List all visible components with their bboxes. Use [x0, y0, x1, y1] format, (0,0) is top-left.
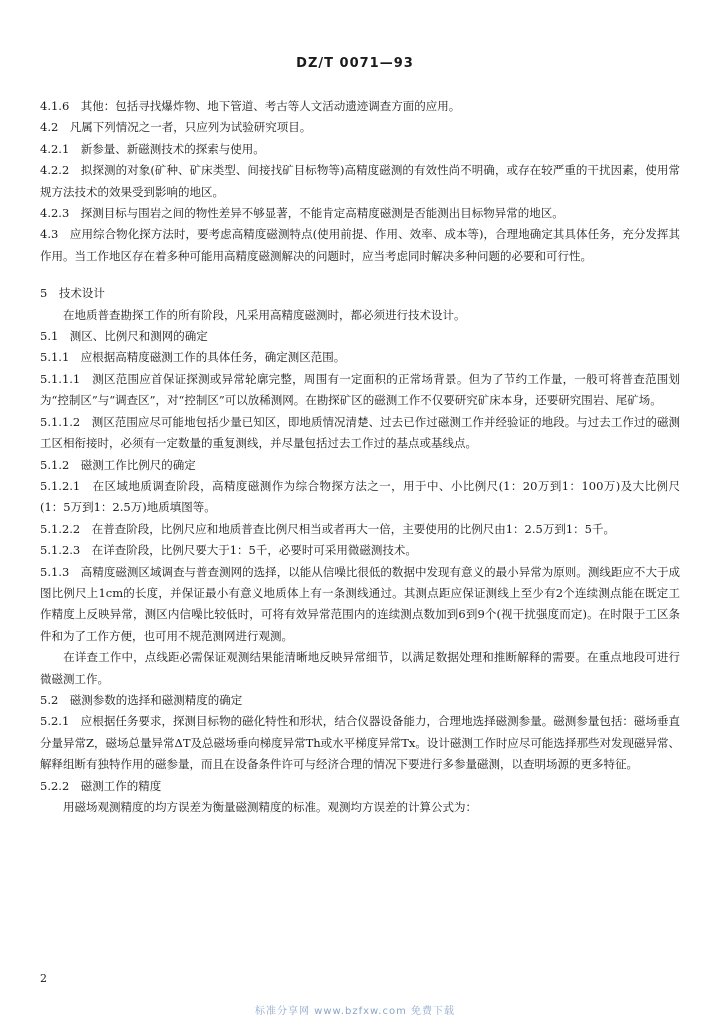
page-number: 2 — [40, 972, 47, 985]
paragraph: 在地质普查勘探工作的所有阶段，凡采用高精度磁测时，都必须进行技术设计。 — [40, 307, 466, 322]
paragraph: 4.2.3 探测目标与围岩之间的物性差异不够显著，不能肯定高精度磁测是否能测出目标物异常的地区。 — [40, 206, 564, 221]
paragraph: 5.1.2.2 在普查阶段，比例尺应和地质普查比例尺相当或者再大一倍，主要使用的比例尺由1：2.5万到1：5千。 — [40, 521, 615, 536]
paragraph: 5.2.1 应根据任务要求，探测目标物的磁化特性和形状，结合仪器设备能力，合理地选择磁测参量。磁测参量包括：磁场垂直分量异常Z，磁场总量异常ΔT及总磁场垂向梯度异常Th或水平梯度异常Tx。设计磁测工作时应尽可能选择那些对发现磁异常、解释组断有独特作用的磁参量，而且在设备条件许可与经济合理的情况下要进行多参量磁测，以查明场源的更多特征。 — [40, 714, 680, 772]
subsection-heading: 5.1 测区、比例尺和测网的确定 — [40, 329, 208, 344]
paragraph: 4.1.6 其他：包括寻找爆炸物、地下管道、考古等人文活动遗迹调查方面的应用。 — [40, 99, 461, 113]
subsection-heading: 5.1.2 磁测工作比例尺的确定 — [40, 457, 196, 472]
site-watermark: 标准分享网 www.bzfxw.com 免费下载 — [255, 1006, 455, 1017]
section-gap — [40, 267, 680, 283]
paragraph: 4.2.1 新参量、新磁测技术的探索与使用。 — [40, 141, 265, 156]
paragraph: 4.2.2 拟探测的对象(矿种、矿床类型、间接找矿目标物等)高精度磁测的有效性尚不明确，或存在较严重的干扰因素，使用常规方法技术的效果受到影响的地区。 — [40, 163, 680, 199]
section-heading: 5 技术设计 — [40, 286, 105, 301]
paragraph: 4.3 应用综合物化探方法时，要考虑高精度磁测特点(使用前提、作用、效率、成本等)，合理地确定其具体任务，充分发挥其作用。当工作地区存在着多种可能用高精度磁测解决的问题时，应当考虑同时解决多种问题的必要和可行性。 — [40, 227, 680, 263]
document-body — [40, 96, 680, 818]
paragraph: 5.1.2.3 在详查阶段，比例尺要大于1：5千，必要时可采用微磁测技术。 — [40, 543, 417, 558]
subsection-heading: 5.2 磁测参数的选择和磁测精度的确定 — [40, 692, 243, 707]
paragraph: 用磁场观测精度的均方误差为衡量磁测精度的标准。观测均方误差的计算公式为： — [40, 800, 477, 814]
paragraph: 5.1.2.1 在区域地质调查阶段，高精度磁测作为综合物探方法之一，用于中、小比例尺(1：20万到1：100万)及大比例尺(1：5万到1：2.5万)地质填图等。 — [40, 478, 680, 515]
paragraph: 5.1.1.2 测区范围应尽可能地包括少量已知区，即地质情况清楚、过去已作过磁测工作并经验证的地段。与过去工作过的磁测工区相衔接时，必须有一定数量的重复测线，并尽量包括过去工作过的基点或基线点。 — [40, 414, 680, 451]
paragraph: 5.1.3 高精度磁测区域调查与普查测网的选择，以能从信噪比很低的数据中发现有意义的最小异常为原则。测线距应不大于成图比例尺上1cm的长度，并保证最小有意义地质体上有一条测线通过。其测点距应保证测线上至少有2个连续测点能在既定工作精度上反映异常，测区内信噪比较低时，可将有效异常范围内的连续测点数加到6到9个(视干扰强度而定)。在时限于工区条件和为了工作方便，也可用不规范测网进行观测。 — [40, 564, 680, 643]
paragraph: 4.2 凡属下列情况之一者，只应列为试验研究项目。 — [40, 120, 312, 135]
standard-code-header: DZ/T 0071—93 — [296, 56, 414, 71]
paragraph: 5.1.1 应根据高精度磁测工作的具体任务，确定测区范围。 — [40, 350, 346, 365]
paragraph: 在详查工作中，点线距必需保证观测结果能清晰地反映异常细节，以满足数据处理和推断解释的需要。在重点地段可进行微磁测工作。 — [40, 650, 680, 686]
subsection-heading: 5.2.2 磁测工作的精度 — [40, 778, 162, 793]
paragraph: 5.1.1.1 测区范围应首保证探测或异常轮廓完整，周围有一定面积的正常场背景。但为了节约工作量，一般可将普查范围划为“控制区”与“调查区”，对“控制区”可以放稀测网。在勘探矿区的磁测工作不仅要研究矿床本身，还要研究围岩、尾矿场。 — [40, 371, 680, 408]
